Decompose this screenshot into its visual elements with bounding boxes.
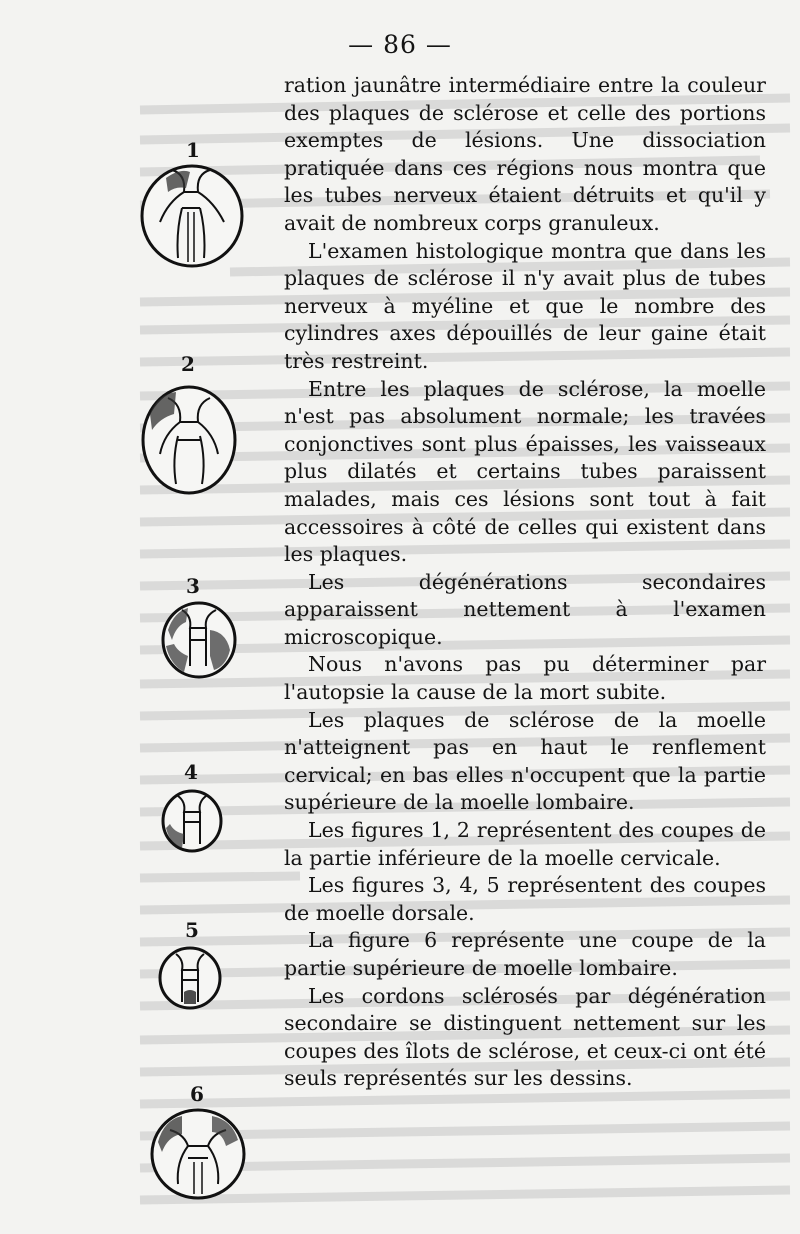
paragraph: Entre les plaques de sclérose, la moelle n'est pas absolument normale; les travées conjonctives sont plus épaisses, les vaisseaux plus dilatés et certains tubes paraissent malades, mais ces lésions sont tout à fait accessoires à côté de celles qui existent dans les plaques. [284, 376, 766, 567]
paragraph: Les plaques de sclérose de la moelle n'atteignent pas en haut le renflement cervical; en bas elles n'occupent que la partie supérieure de la moelle lombaire. [284, 707, 766, 815]
figure-label: 2 [181, 352, 195, 376]
figure-label: 4 [184, 760, 198, 784]
paragraph: Les cordons sclérosés par dégénération secondaire se distinguent nettement sur les coupes des îlots de sclérose, et ceux-ci ont été seuls représentés sur les dessins. [284, 983, 766, 1091]
paragraph: L'examen histologique montra que dans les plaques de sclérose il n'y avait plus de tubes nerveux à myéline et que le nombre des cylindres axes dépouillés de leur gaine était très restreint. [284, 238, 766, 373]
paragraph: Les figures 3, 4, 5 représentent des coupes de moelle dorsale. [284, 873, 766, 925]
spinal-cord-section-drawing [160, 600, 238, 680]
spinal-cord-section-drawing [160, 788, 224, 854]
figure-label: 1 [186, 138, 200, 162]
paragraph: La figure 6 représente une coupe de la partie supérieure de moelle lombaire. [284, 928, 766, 980]
spinal-cord-section-drawing [148, 1106, 248, 1202]
figure-label: 6 [190, 1082, 204, 1106]
spinal-cord-section-drawing [156, 944, 224, 1012]
paragraph: ration jaunâtre intermédiaire entre la couleur des plaques de sclérose et celle des portions exemptes de lésions. Une dissociation pratiquée dans ces régions nous montra que les tubes nerveux étaient détruits et qu'il y avait de nombreux corps granuleux. [284, 73, 766, 235]
figure-label: 3 [186, 574, 200, 598]
body-text [284, 72, 766, 1093]
spinal-cord-section-drawing [138, 162, 246, 270]
spinal-cord-section-drawing [140, 384, 238, 496]
paragraph: Les figures 1, 2 représentent des coupes de la partie inférieure de la moelle cervicale. [284, 818, 766, 870]
figure-label: 5 [185, 918, 199, 942]
paragraph: Les dégénérations secondaires apparaissent nettement à l'examen microscopique. [284, 569, 766, 649]
paragraph: Nous n'avons pas pu déterminer par l'autopsie la cause de la mort subite. [284, 652, 766, 705]
page-number: — 86 — [348, 30, 452, 59]
